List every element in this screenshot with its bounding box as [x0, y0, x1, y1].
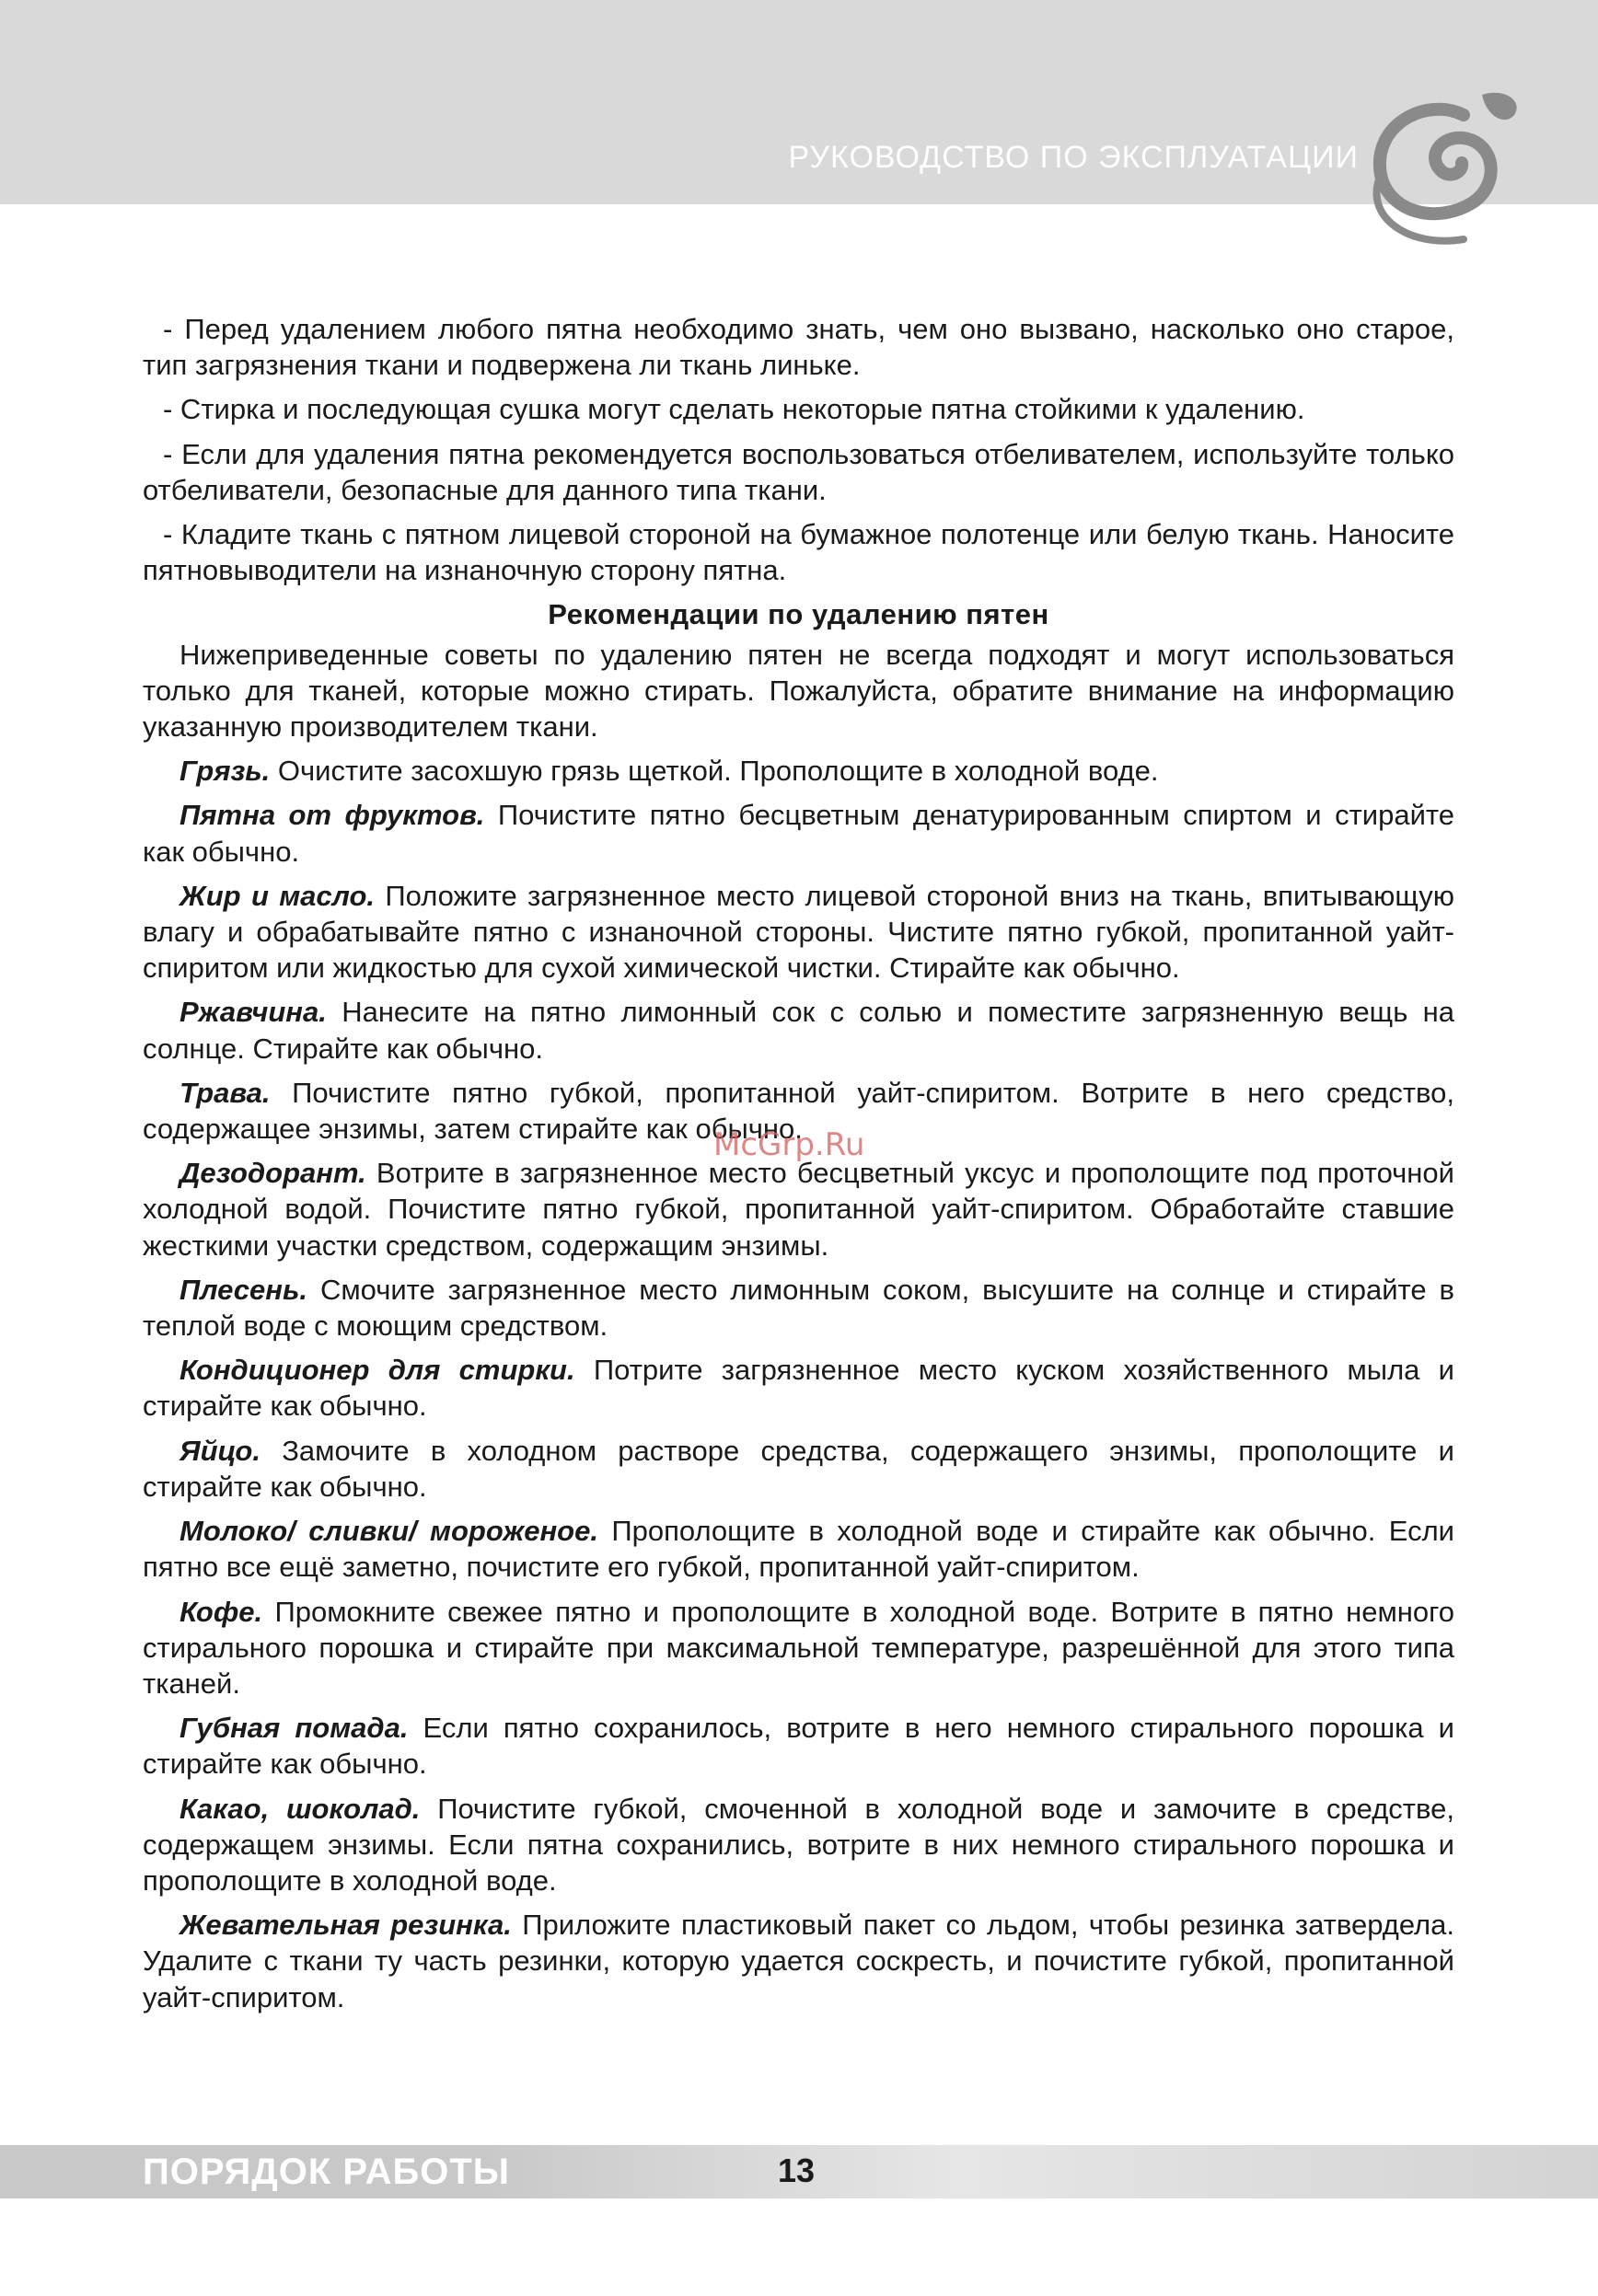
stain-item-fruit [143, 797, 1454, 869]
stain-term: Плесень. [179, 1273, 308, 1306]
stain-term: Ржавчина. [179, 996, 327, 1029]
stain-item-lipstick [143, 1710, 1454, 1782]
stain-text: Очистите засохшую грязь щеткой. Прополощите в холодной воде. [277, 755, 1159, 788]
intro-paragraph-3: - Если для удаления пятна рекомендуется воспользоваться отбеливателем, используйте только отбеливатели, безопасные для данного типа ткани. [143, 437, 1454, 506]
stain-item-egg [143, 1433, 1454, 1505]
stain-term: Жир и масло. [179, 879, 376, 912]
stain-term: Жевательная резинка. [179, 1909, 512, 1942]
footer-section-title: ПОРЯДОК РАБОТЫ [143, 2152, 510, 2192]
stain-text: Приложите пластиковый пакет со льдом, чтобы резинка затвердела. Удалите с ткани ту часть резинки, которую удается соскресть, и почистите губкой, пропитанной уайт-спиритом. [143, 1909, 1454, 2013]
stain-term: Грязь. [179, 755, 271, 788]
document-body [143, 311, 1454, 2024]
page-number: 13 [778, 2152, 816, 2189]
stain-item-softener [143, 1352, 1454, 1424]
stain-item-dirt [143, 753, 1454, 789]
stain-text: Почистите пятно губкой, пропитанной уайт-спиритом. Вотрите в него средство, содержащее энзимы, затем стирайте как обычно. [143, 1076, 1454, 1146]
stain-text: Промокните свежее пятно и прополощите в холодной воде. Вотрите в пятно немного стирального порошка и стирайте при максимальной температуре, разрешённой для этого типа тканей. [143, 1595, 1454, 1700]
stain-text: Замочите в холодном растворе средства, содержащего энзимы, прополощите и стирайте как обычно. [143, 1434, 1454, 1503]
stain-term: Какао, шоколад. [179, 1792, 421, 1825]
swirl-logo-icon [1326, 87, 1528, 248]
stain-term: Губная помада. [179, 1712, 409, 1745]
stain-text: Если пятно сохранилось, вотрите в него немного стирального порошка и стирайте как обычно. [143, 1712, 1454, 1781]
stain-text: Потрите загрязненное место куском хозяйственного мыла и стирайте как обычно. [143, 1354, 1454, 1423]
stain-item-rust [143, 994, 1454, 1066]
stain-item-deodorant [143, 1155, 1454, 1263]
intro-paragraph-4: - Кладите ткань с пятном лицевой стороной на бумажное полотенце или белую ткань. Наносите пятновыводители на изнаночную сторону пятна. [143, 518, 1454, 587]
stain-item-grease [143, 878, 1454, 986]
stain-text: Прополощите в холодной воде и стирайте как обычно. Если пятно все ещё заметно, почистите его губкой, пропитанной уайт-спиритом. [143, 1515, 1454, 1584]
section-intro: Нижеприведенные советы по удалению пятен не всегда подходят и могут использоваться только для тканей, которые можно стирать. Пожалуйста, обратите внимание на информацию указанную производителем ткани. [143, 638, 1454, 744]
stain-text: Почистите пятно бесцветным денатурированным спиртом и стирайте как обычно. [143, 799, 1454, 868]
stain-text: Смочите загрязненное место лимонным соком, высушите на солнце и стирайте в теплой воде с моющим средством. [143, 1273, 1454, 1343]
stain-text: Почистите губкой, смоченной в холодной воде и замочите в средстве, содержащем энзимы. Если пятна сохранились, вотрите в них немного стирального порошка и прополощите в холодной воде. [143, 1792, 1454, 1897]
intro-paragraph-1: - Перед удалением любого пятна необходимо знать, чем оно вызвано, насколько оно старое, тип загрязнения ткани и подвержена ли ткань линьке. [143, 313, 1454, 382]
stain-item-cocoa [143, 1791, 1454, 1899]
stain-text: Положите загрязненное место лицевой стороной вниз на ткань, впитывающую влагу и обрабатывайте пятно с изнаночной стороны. Чистите пятно губкой, пропитанной уайт-спиритом или жидкостью для сухой химической чистки. Стирайте как обычно. [143, 879, 1454, 985]
stain-term: Молоко/ сливки/ мороженое. [179, 1515, 598, 1548]
section-title: Рекомендации по удалению пятен [548, 598, 1049, 631]
stain-item-mold [143, 1272, 1454, 1344]
stain-text: Вотрите в загрязненное место бесцветный уксус и прополощите под проточной холодной водой. Почистите пятно губкой, пропитанной уайт-спиритом. Обработайте ставшие жесткими участки средством, содержащим энзимы. [143, 1157, 1454, 1262]
stain-term: Яйцо. [179, 1434, 261, 1467]
stain-text: Нанесите на пятно лимонный сок с солью и поместите загрязненную вещь на солнце. Стирайте как обычно. [143, 996, 1454, 1065]
stain-item-gum [143, 1907, 1454, 2015]
stain-term: Пятна от фруктов. [179, 799, 485, 832]
stain-term: Кофе. [179, 1595, 263, 1628]
intro-paragraph-2: - Стирка и последующая сушка могут сделать некоторые пятна стойкими к удалению. [163, 393, 1305, 426]
stain-item-milk [143, 1513, 1454, 1585]
header-title: РУКОВОДСТВО ПО ЭКСПЛУАТАЦИИ [788, 140, 1359, 175]
stain-term: Дезодорант. [179, 1157, 366, 1190]
watermark-text: McGrp.Ru [713, 1126, 865, 1163]
stain-term: Трава. [179, 1076, 271, 1109]
stain-item-coffee [143, 1594, 1454, 1702]
stain-term: Кондиционер для стирки. [179, 1354, 575, 1387]
